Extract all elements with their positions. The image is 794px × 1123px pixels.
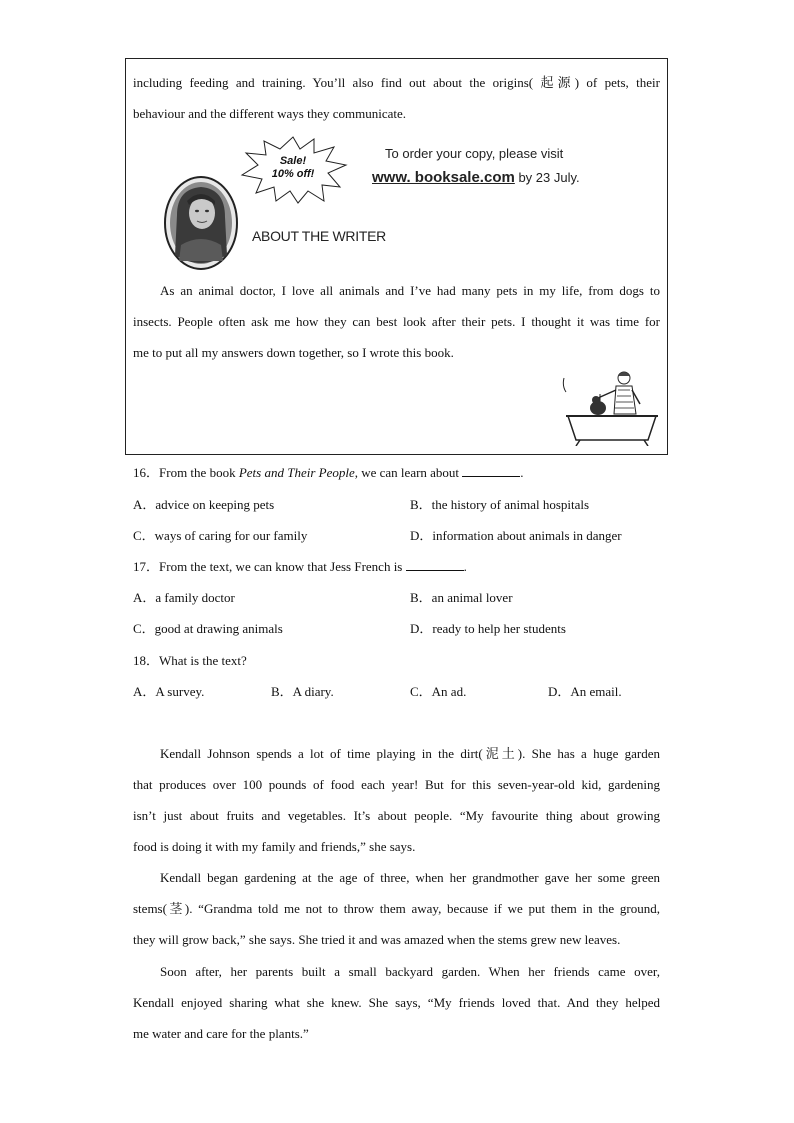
question-number: 16． [133, 465, 160, 480]
question-17-stem: 17．From the text, we can know that Jess French is . [133, 559, 467, 574]
question-number: 18． [133, 653, 160, 668]
sale-badge-line-2: 10% off! [271, 168, 315, 180]
answer-blank [462, 466, 520, 477]
writer-paragraph-line-3: me to put all my answers down together, so I wrote this book. [133, 345, 454, 360]
passage-line-2: that produces over 100 pounds of food each year! But for this seven-year-old kid, gardening [133, 777, 660, 792]
passage-line-4: food is doing it with my family and friends,” she says. [133, 839, 416, 854]
passage-line-9: Kendall enjoyed sharing what she knew. She says, “My friends loved that. And they helped [133, 995, 660, 1010]
question-17-option-c[interactable]: C．good at drawing animals [133, 621, 283, 636]
ad-intro-line-2: behaviour and the different ways they communicate. [133, 106, 407, 121]
passage-line-1: Kendall Johnson spends a lot of time playing in the dirt(泥土). She has a huge garden [160, 746, 660, 761]
question-18-stem: 18．What is the text? [133, 653, 247, 668]
question-16-option-a[interactable]: A．advice on keeping pets [133, 497, 275, 512]
passage-line-7: they will grow back,” she says. She tried it and was amazed when the stems grew new leaves. [133, 932, 621, 947]
question-17-option-d[interactable]: D．ready to help her students [410, 621, 566, 636]
question-17-option-a[interactable]: A．a family doctor [133, 590, 235, 605]
writer-portrait-image [163, 175, 239, 271]
question-16-option-c[interactable]: C．ways of caring for our family [133, 528, 308, 543]
order-deadline: by 23 July. [514, 170, 580, 185]
about-the-writer-heading: ABOUT THE WRITER [252, 228, 386, 244]
question-17-option-b[interactable]: B．an animal lover [410, 590, 513, 605]
ad-intro-line-1: including feeding and training. You’ll also find out about the origins( 起源) of pets, their [133, 75, 660, 90]
question-16-stem: 16．From the book Pets and Their People, we can learn about . [133, 465, 524, 480]
question-18-option-a[interactable]: A．A survey. [133, 684, 205, 699]
passage-line-6: stems(茎). “Grandma told me not to throw them away, because if we put them in the ground, [133, 901, 660, 916]
writer-paragraph-line-2: insects. People often ask me how they can best look after their pets. I thought it was time for [133, 314, 660, 329]
sale-badge-line-1: Sale! [279, 155, 307, 167]
sale-badge [258, 155, 328, 181]
question-18-option-d[interactable]: D．An email. [548, 684, 622, 699]
question-16-option-b[interactable]: B．the history of animal hospitals [410, 497, 590, 512]
question-18-option-b[interactable]: B．A diary. [271, 684, 334, 699]
passage-line-3: isn’t just about fruits and vegetables. It’s about people. “My favourite thing about growing [133, 808, 660, 823]
writer-paragraph-line-1: As an animal doctor, I love all animals and I’ve had many pets in my life, from dogs to [160, 283, 660, 298]
answer-blank [406, 560, 464, 571]
question-16-option-d[interactable]: D．information about animals in danger [410, 528, 622, 543]
child-bathing-dog-illustration [560, 368, 660, 446]
passage-line-10: me water and care for the plants.” [133, 1026, 309, 1041]
order-instruction: To order your copy, please visit [385, 146, 564, 161]
passage-line-8: Soon after, her parents built a small backyard garden. When her friends came over, [160, 964, 660, 979]
order-line [372, 169, 580, 186]
question-18-option-c[interactable]: C．An ad. [410, 684, 467, 699]
book-title: Pets and Their People [238, 465, 355, 480]
question-number: 17． [133, 559, 160, 574]
passage-line-5: Kendall began gardening at the age of three, when her grandmother gave her some green [160, 870, 660, 885]
order-url-link[interactable]: www. booksale.com [372, 169, 515, 186]
